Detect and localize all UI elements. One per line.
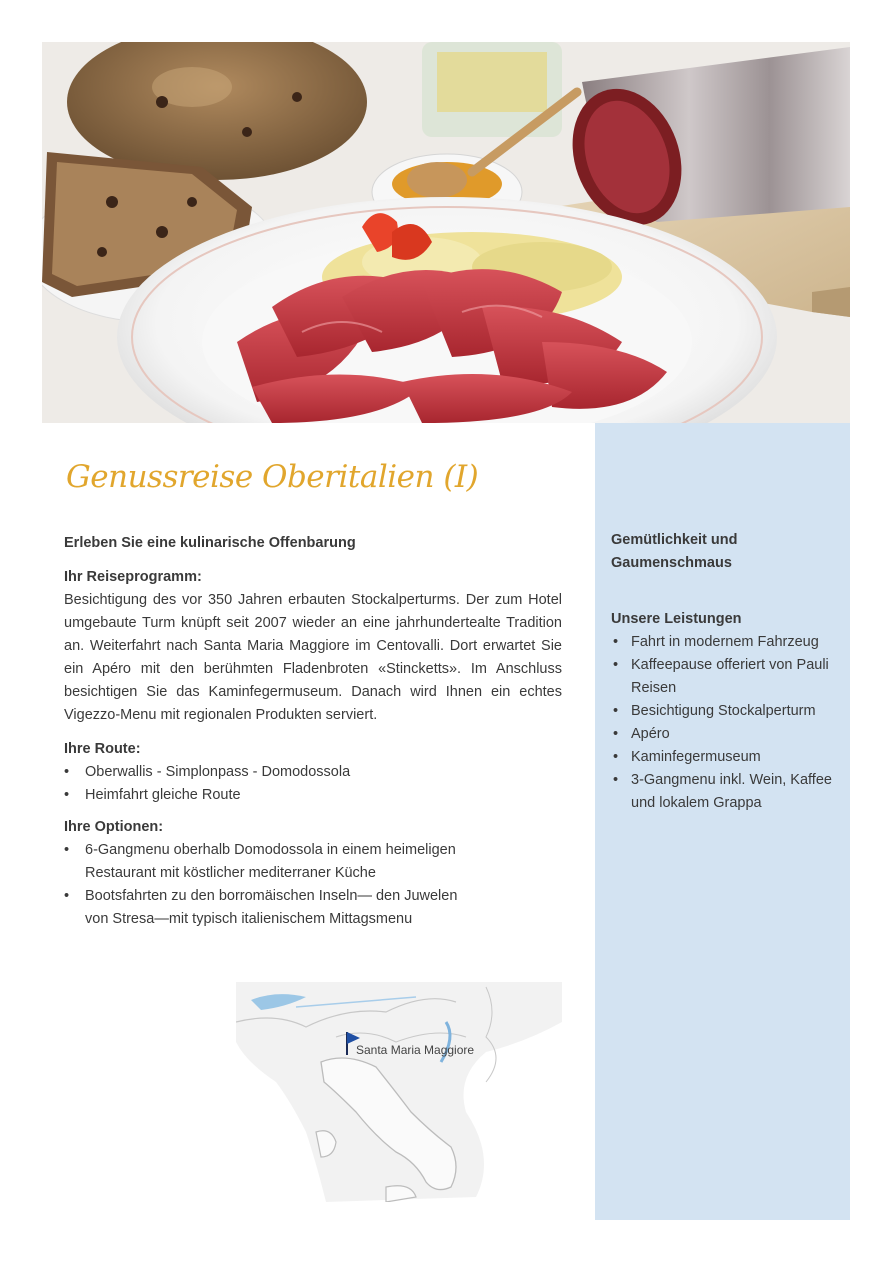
services-heading: Unsere Leistungen <box>611 611 742 627</box>
list-item: • Apéro <box>611 723 841 746</box>
list-item: • Fahrt in modernem Fahrzeug <box>611 631 841 654</box>
list-item: • Besichtigung Stockalperturm <box>611 700 841 723</box>
program-heading: Ihr Reiseprogramm: <box>64 569 202 585</box>
list-item: • 6-Gangmenu oberhalb Domodossola in einem heimeligen Restaurant mit köstlicher mediterraner Küche <box>64 839 479 885</box>
route-list <box>64 761 562 807</box>
hero-image <box>42 42 850 423</box>
services-list <box>611 631 841 815</box>
intro-heading: Erleben Sie eine kulinarische Offenbarung <box>64 535 356 551</box>
list-item: • Bootsfahrten zu den borromäischen Inseln— den Juwelen von Stresa—mit typisch italienischem Mittagsmenu <box>64 885 479 931</box>
list-item: • Kaffeepause offeriert von Pauli Reisen <box>611 654 841 700</box>
options-list <box>64 839 479 931</box>
route-map <box>236 982 562 1202</box>
main-content <box>64 532 562 931</box>
options-heading: Ihre Optionen: <box>64 819 164 835</box>
program-text: Besichtigung des vor 350 Jahren erbauten Stockalperturms. Der zum Hotel umgebaute Turm knüpft seit 2007 wieder an eine jahrhundertealte Tradition an. Weiterfahrt nach Santa Maria Maggiore im Centovalli. Dort erwartet Sie ein Apéro mit den berühmten Fladenbroten «Stincketts». Im Anschluss besichtigen Sie das Kaminfegermuseum. Danach wird Ihnen ein echtes Vigezzo-Menu mit regionalen Produkten serviert. <box>64 592 562 723</box>
map-marker-label: Santa Maria Maggiore <box>356 1043 475 1057</box>
route-heading: Ihre Route: <box>64 741 141 757</box>
list-item: • Kaminfegermuseum <box>611 746 841 769</box>
list-item: • Heimfahrt gleiche Route <box>64 784 562 807</box>
sidebar-heading: Gemütlichkeit und Gaumenschmaus <box>611 532 738 571</box>
list-item: • 3-Gangmenu inkl. Wein, Kaffee und lokalem Grappa <box>611 769 841 815</box>
list-item: • Oberwallis - Simplonpass - Domodossola <box>64 761 562 784</box>
sidebar <box>595 423 850 1220</box>
page-title: Genussreise Oberitalien (I) <box>66 459 479 495</box>
